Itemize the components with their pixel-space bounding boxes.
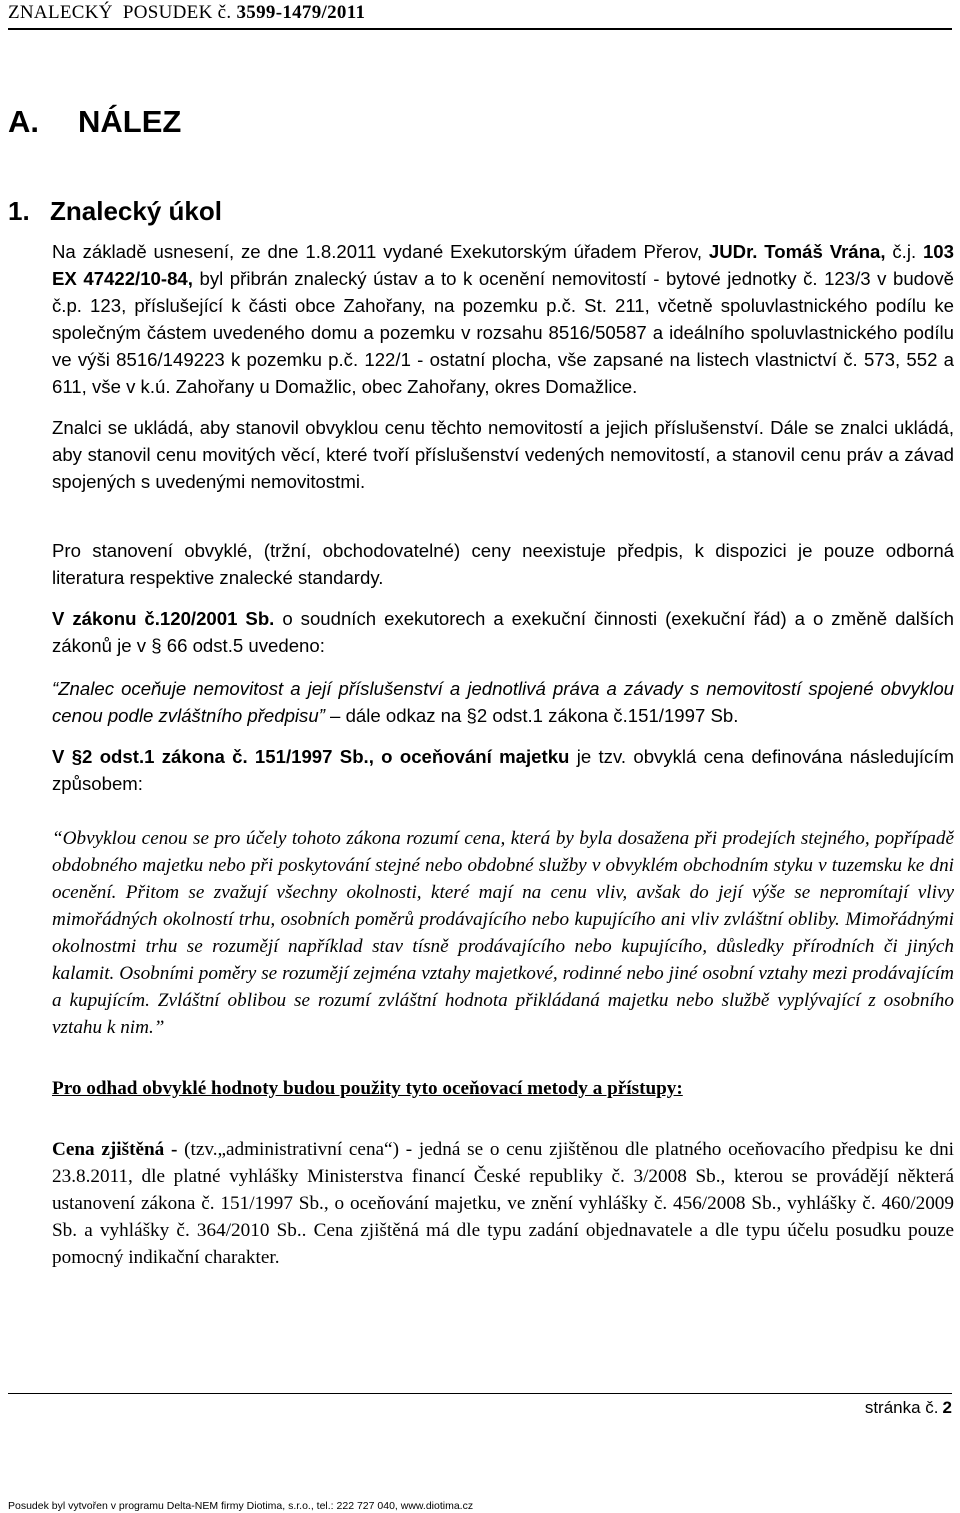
methods-heading: Pro odhad obvyklé hodnoty budou použity tyto oceňovací metody a přístupy: [52,1078,683,1099]
header-divider [8,28,952,30]
header-label: ZNALECKÝ POSUDEK č. [8,2,232,23]
determined-price-term: Cena zjištěná - [52,1139,178,1160]
section-letter: A. [8,104,39,139]
law-reference: V zákonu č.120/2001 Sb. [52,608,275,629]
definition-intro-text: je tzv. obvyklá cena definována následujícím způsobem: [52,746,955,794]
determined-price-paragraph [52,1136,954,1271]
page-number [865,1398,952,1418]
valuation-quote: “Znalec oceňuje nemovitost a její příslušenství a jednotlivá práva a závady s nemovitostí spojené obvyklou cenou podle zvláštního předpisu” [52,678,954,726]
section-title: NÁLEZ [78,104,182,139]
assignment-paragraph [52,238,954,400]
law-reference-text: o soudních exekutorech a exekuční činnosti (exekuční řád) a o změně dalších zákonů je v § 66 odst.5 uvedeno: [52,608,955,656]
page-number-value: 2 [942,1398,952,1417]
document-body [52,238,954,1271]
definition-intro-paragraph [52,743,954,797]
subsection-title: Znalecký úkol [50,196,222,226]
case-ref-label: č.j. [885,241,923,262]
software-footer: Posudek byl vytvořen v programu Delta-NEM firmy Diotima, s.r.o., tel.: 222 727 040, www.diotima.cz [8,1500,474,1512]
task-paragraph: Znalci se ukládá, aby stanovil obvyklou cenu těchto nemovitostí a jejich příslušenství. Dále se znalci ukládá, aby stanovil cenu movitých věcí, které tvoří příslušenství vedených nemovitostí, a stanovil cenu práv a závad spojených s uvedenými nemovitostmi. [52,417,954,492]
assignment-details: byl přibrán znalecký ústav a to k ocenění nemovitostí - bytové jednotky č. 123/3 v budově č.p. 123, příslušející k části obce Zahořany, na pozemku p.č. St. 211, včetně spoluvlastnického podílu ke společným částem uvedeného domu a pozemku v rozsahu 8516/50587 a ideálního spoluvlastnického podílu ve výši 8516/149223 k pozemku p.č. 122/1 - ostatní plocha, vše zapsané na listech vlastnictví č. 573, 552 a 611, vše v k.ú. Zahořany u Domažlic, obec Zahořany, okres Domažlice. [52,268,955,397]
expert-report-number: 3599-1479/2011 [236,2,366,23]
price-basis-paragraph: Pro stanovení obvyklé, (tržní, obchodovatelné) ceny neexistuje předpis, k dispozici je pouze odborná literatura respektive znalecké standardy. [52,540,954,588]
assignment-intro: Na základě usnesení, ze dne 1.8.2011 vydané Exekutorským úřadem Přerov, [52,241,709,262]
subsection-heading [8,196,222,227]
valuation-quote-paragraph [52,675,954,729]
usual-price-definition: “Obvyklou cenou se pro účely tohoto zákona rozumí cena, která by byla dosažena při prodejích stejného, popřípadě obdobného majetku nebo při poskytování stejné nebo obdobné služby v obvyklém obchodním styku v tuzemsku ke dni ocenění. Přitom se zvažují všechny okolnosti, které mají na cenu vliv, avšak do její výše se nepromítají vlivy mimořádných okolností trhu, osobních poměrů prodávajícího nebo kupujícího ani vliv zvláštní obliby. Mimořádnými okolnostmi trhu se rozumějí například stav tísně prodávajícího nebo kupujícího, důsledky přírodních či jiných kalamit. Osobními poměry se rozumějí zejména vztahy majetkové, rodinné nebo jiné osobní vztahy mezi prodávajícím a kupujícím. Zvláštní oblibou se rozumí zvláštní hodnota přikládaná majetku nebo službě vyplývající z osobního vztahu k nim.” [52,828,954,1038]
act-reference: V §2 odst.1 zákona č. 151/1997 Sb., o oceňování majetku [52,746,570,767]
section-heading [8,104,181,140]
law-reference-paragraph [52,605,954,659]
document-header [8,2,365,24]
executor-name: JUDr. Tomáš Vrána, [708,241,886,262]
case-reference: 103 EX 47422/10-84, [52,241,954,289]
subsection-number: 1. [8,196,30,226]
page-label: stránka č. [864,1398,939,1417]
determined-price-text: (tzv.„administrativní cena“) - jedná se o cenu zjištěnou dle platného oceňovacího předpisu ke dni 23.8.2011, dle platné vyhlášky Ministerstva financí České republiky č. 3/2008 Sb., kterou se provádějí některá ustanovení zákona č. 151/1997 Sb., o oceňování majetku, ve znění vyhlášky č. 456/2008 Sb., vyhlášky č. 460/2009 Sb. a vyhlášky č. 364/2010 Sb.. Cena zjištěná má dle typu zadání objednavatele a dle typu účelu posudku pouze pomocný indikační charakter. [52,1139,954,1268]
footer-divider [8,1393,952,1394]
valuation-quote-ref: – dále odkaz na §2 odst.1 zákona č.151/1997 Sb. [324,705,739,726]
